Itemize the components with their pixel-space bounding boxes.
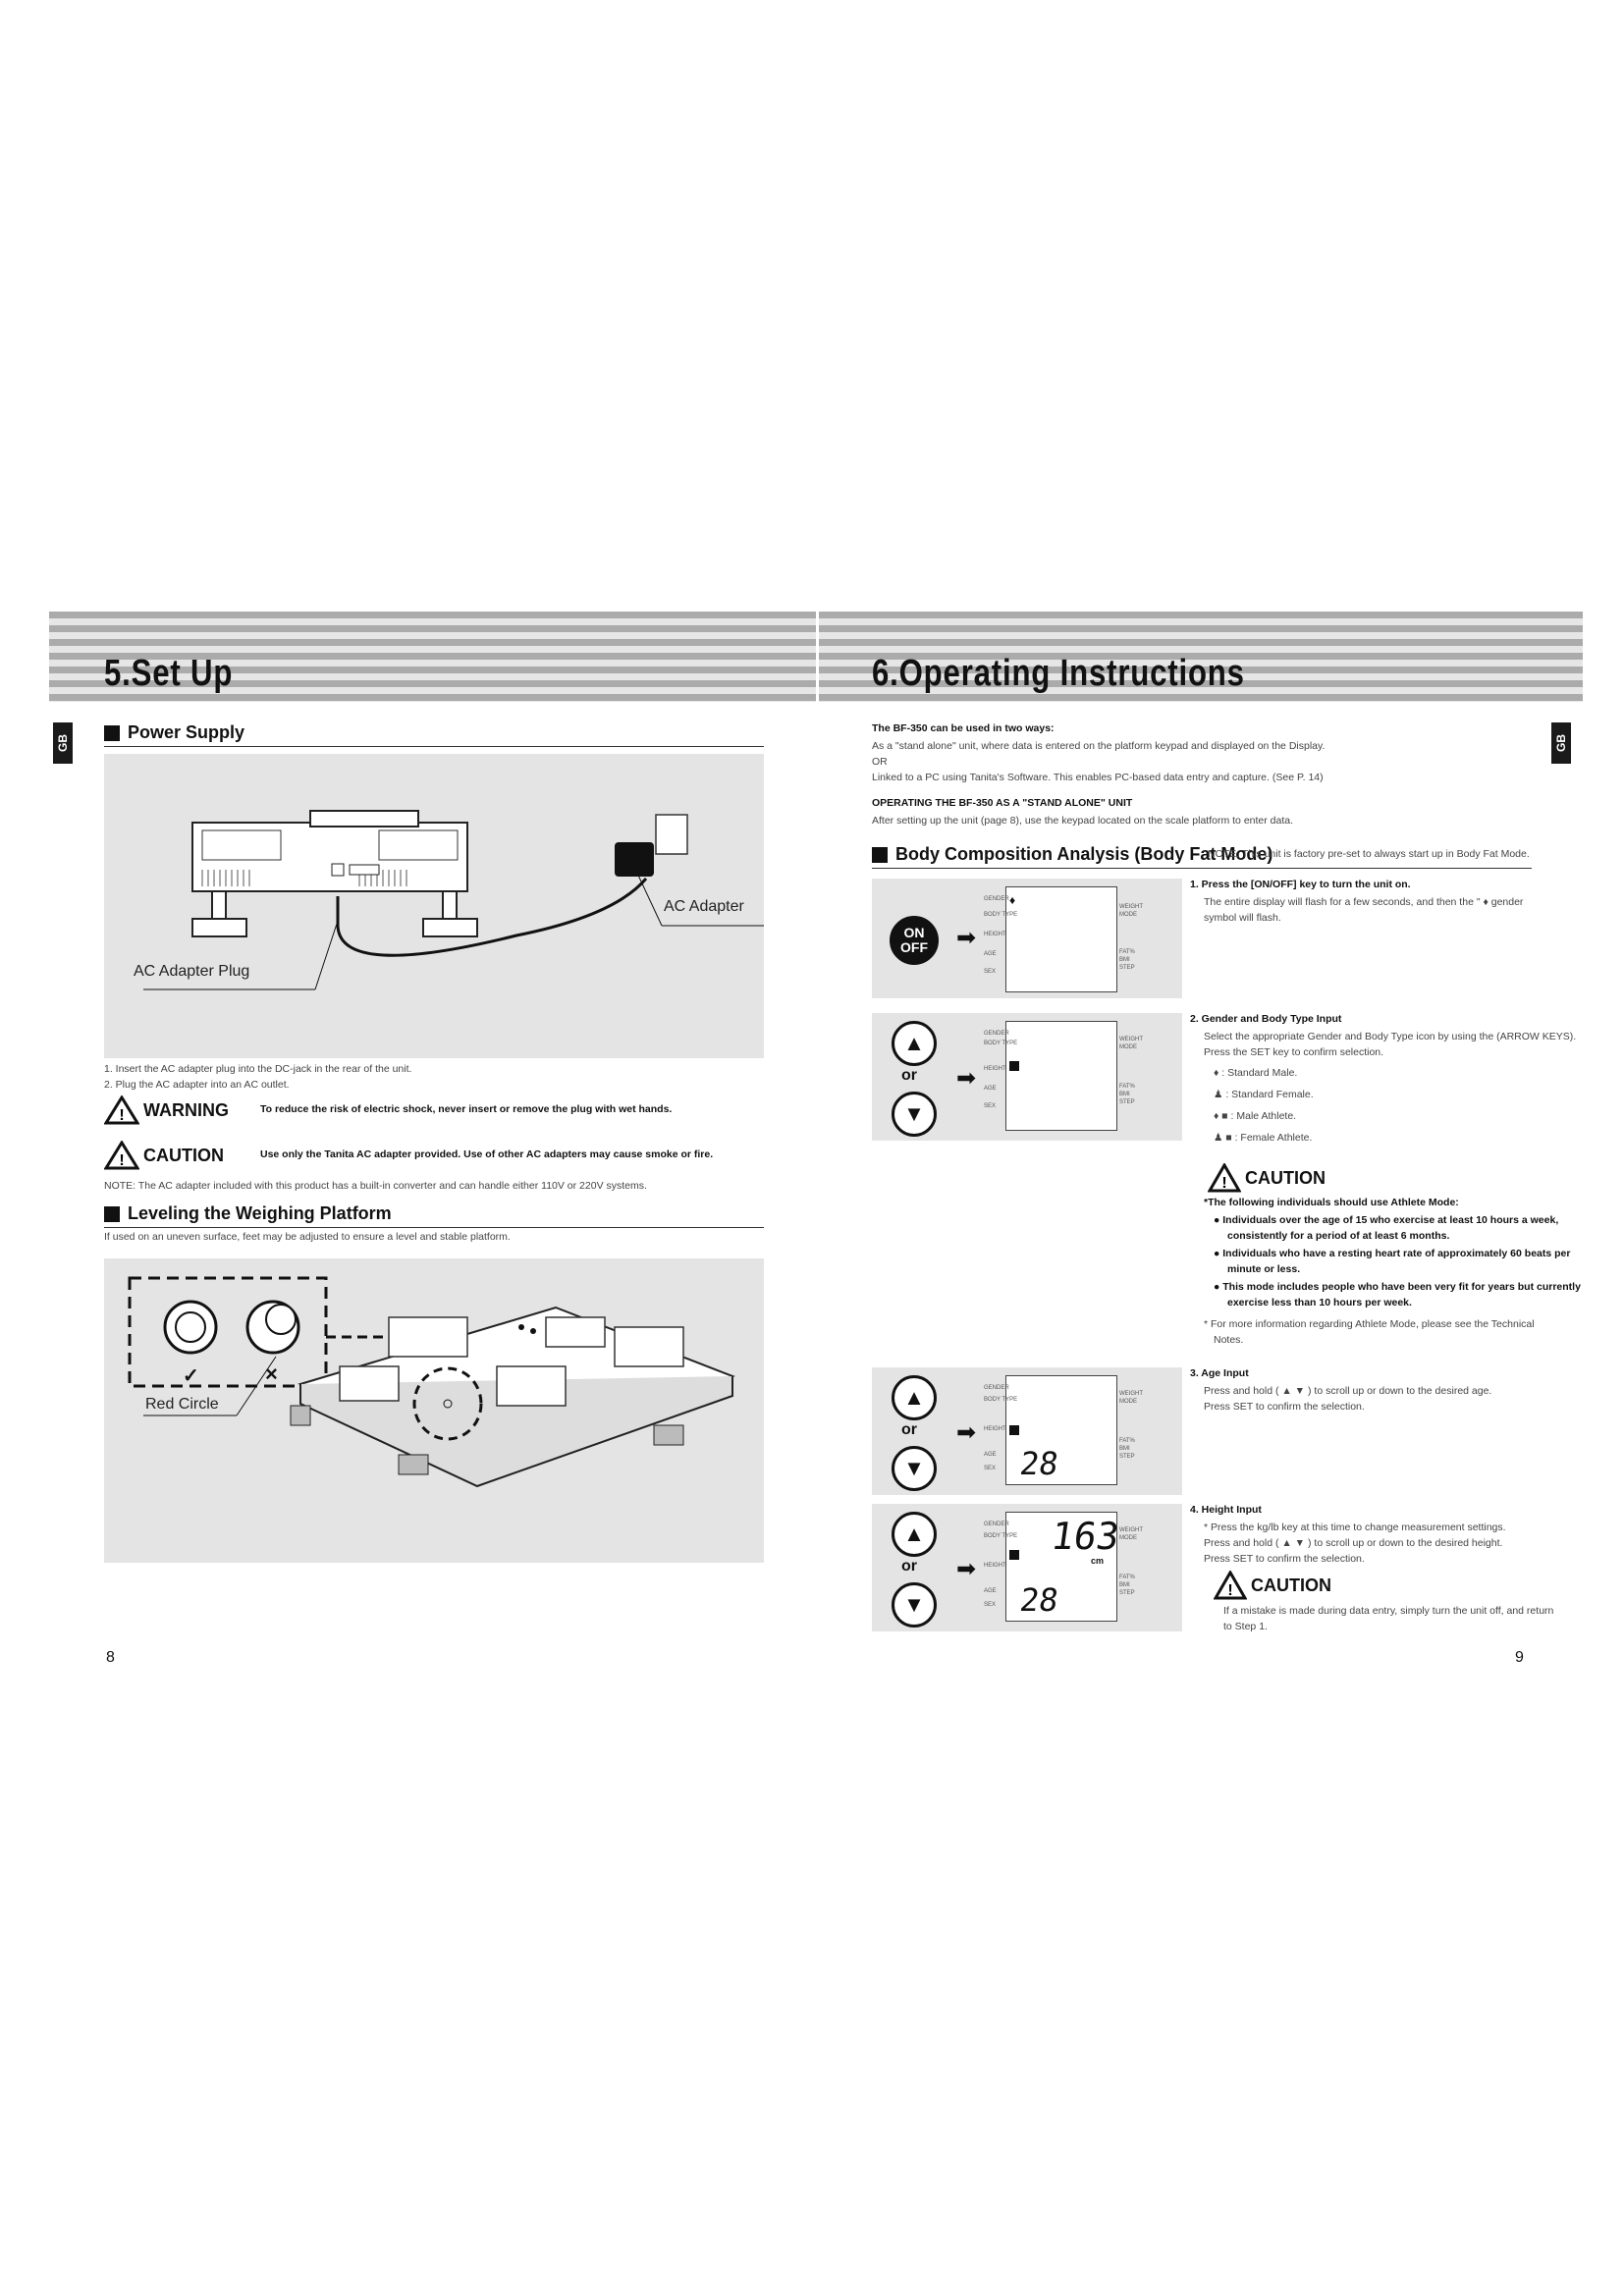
ac-adapter-note: NOTE: The AC adapter included with this product has a built-in converter and can handle either 110V or 220V systems.	[104, 1180, 647, 1192]
athlete-bullet-3a: ● This mode includes people who have been very fit for years but currently	[1214, 1281, 1581, 1293]
page-title-left: 5.Set Up	[104, 653, 234, 694]
caution-triangle-icon	[1214, 1571, 1247, 1600]
lcd-label: BODY TYPE	[984, 1533, 1018, 1539]
lcd-label: MODE	[1119, 1535, 1137, 1541]
lcd-label: FAT%	[1119, 949, 1135, 955]
athlete-bullet-2a: ● Individuals who have a resting heart rate of approximately 60 beats per	[1214, 1248, 1571, 1259]
lcd-label: AGE	[984, 951, 997, 957]
divider	[104, 746, 764, 747]
lcd-label: BODY TYPE	[984, 1041, 1018, 1046]
lcd-label: SEX	[984, 1602, 997, 1608]
intro-line-3: OR	[872, 756, 888, 768]
intro-line-6: After setting up the unit (page 8), use the keypad located on the scale platform to enter data.	[872, 815, 1294, 827]
lcd-label: WEIGHT	[1119, 1037, 1143, 1042]
step4-panel	[872, 1504, 1182, 1631]
lcd-display	[1005, 1021, 1117, 1131]
language-tab-left: GB	[53, 722, 73, 764]
ac-adapter-label: AC Adapter	[664, 898, 744, 915]
lcd-label: AGE	[984, 1086, 997, 1092]
lcd-label: HEIGHT	[984, 1066, 1006, 1072]
right-arrow-icon: ➡	[956, 1065, 977, 1092]
caution-triangle-icon	[1208, 1163, 1241, 1193]
power-supply-illustration	[104, 754, 764, 1058]
svg-text:!: !	[1221, 1175, 1227, 1192]
square-bullet-icon	[104, 725, 120, 741]
athlete-bullet-1b: consistently for a period of at least 6 months.	[1227, 1230, 1450, 1242]
on-off-button[interactable]: ON OFF	[890, 916, 939, 965]
lcd-label: FAT%	[1119, 1438, 1135, 1444]
caution-triangle-icon	[104, 1141, 139, 1170]
lcd-display	[1005, 1375, 1117, 1485]
step2-body-2: Press the SET key to confirm selection.	[1204, 1046, 1384, 1058]
step2-body-1: Select the appropriate Gender and Body Type icon by using the (ARROW KEYS).	[1204, 1031, 1577, 1042]
athlete-bullet-3b: exercise less than 10 hours per week.	[1227, 1297, 1412, 1308]
age-value: 28	[1017, 1581, 1061, 1619]
or-label: or	[901, 1067, 917, 1084]
lcd-label: WEIGHT	[1119, 904, 1143, 910]
lcd-label: HEIGHT	[984, 1426, 1006, 1432]
lcd-label: GENDER	[984, 896, 1009, 902]
lcd-label: HEIGHT	[984, 1563, 1006, 1569]
lcd-label: BMI	[1119, 1446, 1130, 1452]
athlete-bullet-1a: ● Individuals over the age of 15 who exercise at least 10 hours a week,	[1214, 1214, 1559, 1226]
step4-body-1: * Press the kg/lb key at this time to change measurement settings.	[1204, 1522, 1506, 1533]
athlete-caution-label: ! CAUTION	[1208, 1163, 1326, 1193]
ac-adapter-plug-label: AC Adapter Plug	[134, 963, 250, 980]
lcd-label: WEIGHT	[1119, 1527, 1143, 1533]
athlete-note-2: Notes.	[1214, 1334, 1244, 1346]
lcd-label: FAT%	[1119, 1084, 1135, 1090]
athlete-icon	[1009, 1425, 1019, 1435]
power-step-1: 1. Insert the AC adapter plug into the DC-jack in the rear of the unit.	[104, 1063, 412, 1075]
lcd-label: MODE	[1119, 1044, 1137, 1050]
athlete-caution-title: *The following individuals should use Athlete Mode:	[1204, 1197, 1459, 1208]
lcd-label: STEP	[1119, 1454, 1135, 1460]
lcd-label: STEP	[1119, 1590, 1135, 1596]
step3-panel	[872, 1367, 1182, 1495]
step3-body-1: Press and hold ( ▲ ▼ ) to scroll up or down to the desired age.	[1204, 1385, 1492, 1397]
bca-note: NOTE: This unit is factory pre-set to always start up in Body Fat Mode.	[1208, 848, 1530, 860]
svg-text:!: !	[1227, 1582, 1233, 1599]
header-stripes	[49, 612, 1583, 702]
warning-text: To reduce the risk of electric shock, never insert or remove the plug with wet hands.	[260, 1103, 673, 1115]
square-bullet-icon	[872, 847, 888, 863]
check-mark: ✓	[183, 1365, 199, 1387]
height-unit: cm	[1091, 1556, 1105, 1566]
step4-title: 4. Height Input	[1190, 1504, 1262, 1516]
lcd-label: BMI	[1119, 1092, 1130, 1097]
lcd-label: SEX	[984, 1103, 997, 1109]
right-arrow-icon: ➡	[956, 925, 977, 951]
age-value: 28	[1017, 1445, 1061, 1482]
lcd-label: WEIGHT	[1119, 1391, 1143, 1397]
step3-title: 3. Age Input	[1190, 1367, 1249, 1379]
height-caution-text-1: If a mistake is made during data entry, simply turn the unit off, and return	[1223, 1605, 1554, 1617]
down-arrow-button[interactable]: ▼	[892, 1092, 937, 1137]
up-arrow-button[interactable]: ▲	[892, 1512, 937, 1557]
step1-title: 1. Press the [ON/OFF] key to turn the unit on.	[1190, 879, 1411, 890]
step4-body-3: Press SET to confirm the selection.	[1204, 1553, 1365, 1565]
power-step-2: 2. Plug the AC adapter into an AC outlet.	[104, 1079, 290, 1091]
red-circle-label: Red Circle	[145, 1396, 219, 1413]
leveling-heading: Leveling the Weighing Platform	[104, 1203, 392, 1224]
leveling-text: If used on an uneven surface, feet may be adjusted to ensure a level and stable platform.	[104, 1231, 511, 1243]
lcd-label: GENDER	[984, 1522, 1009, 1527]
bca-heading: Body Composition Analysis (Body Fat Mode)	[872, 844, 1272, 865]
divider	[872, 868, 1532, 869]
male-icon: ♦	[1009, 893, 1016, 907]
athlete-icon	[1009, 1550, 1019, 1560]
warning-triangle-icon	[104, 1095, 139, 1125]
lcd-label: SEX	[984, 1466, 997, 1471]
height-value: 163	[1048, 1515, 1122, 1558]
lcd-label: AGE	[984, 1588, 997, 1594]
lcd-label: FAT%	[1119, 1575, 1135, 1580]
up-arrow-button[interactable]: ▲	[892, 1021, 937, 1066]
warning-label: ! WARNING	[104, 1095, 229, 1125]
step3-body-2: Press SET to confirm the selection.	[1204, 1401, 1365, 1413]
power-supply-heading: Power Supply	[104, 722, 244, 743]
page-number-left: 8	[106, 1649, 115, 1666]
down-arrow-button[interactable]: ▼	[892, 1446, 937, 1491]
or-label: or	[901, 1421, 917, 1438]
intro-line-4: Linked to a PC using Tanita's Software. This enables PC-based data entry and capture. (See P. 14)	[872, 772, 1324, 783]
lcd-label: STEP	[1119, 1099, 1135, 1105]
lcd-label: BMI	[1119, 957, 1130, 963]
leveling-illustration	[104, 1258, 764, 1563]
lcd-label: STEP	[1119, 965, 1135, 971]
svg-text:!: !	[119, 1107, 125, 1124]
caution-label: ! CAUTION	[104, 1141, 224, 1170]
step2-title: 2. Gender and Body Type Input	[1190, 1013, 1342, 1025]
gender-option-1: ♦ : Standard Male.	[1214, 1067, 1298, 1079]
athlete-icon	[1009, 1061, 1019, 1071]
x-mark: ×	[265, 1362, 278, 1386]
lcd-label: SEX	[984, 969, 997, 975]
lcd-label: MODE	[1119, 1399, 1137, 1405]
lcd-label: BMI	[1119, 1582, 1130, 1588]
lcd-label: HEIGHT	[984, 932, 1006, 937]
caution-text: Use only the Tanita AC adapter provided. Use of other AC adapters may cause smoke or fire.	[260, 1148, 714, 1160]
lcd-label: MODE	[1119, 912, 1137, 918]
up-arrow-button[interactable]: ▲	[892, 1375, 937, 1420]
gender-option-4: ♟ ■ : Female Athlete.	[1214, 1132, 1313, 1144]
gender-option-2: ♟ : Standard Female.	[1214, 1089, 1314, 1100]
lcd-display	[1005, 886, 1117, 992]
height-caution-text-2: to Step 1.	[1223, 1621, 1268, 1632]
lcd-label: GENDER	[984, 1385, 1009, 1391]
step1-panel	[872, 879, 1182, 998]
language-tab-right: GB	[1551, 722, 1571, 764]
intro-line-5: OPERATING THE BF-350 AS A "STAND ALONE" UNIT	[872, 797, 1133, 809]
intro-line-2: As a "stand alone" unit, where data is entered on the platform keypad and displayed on the Display.	[872, 740, 1326, 752]
svg-text:!: !	[119, 1152, 125, 1169]
gender-option-3: ♦ ■ : Male Athlete.	[1214, 1110, 1297, 1122]
step1-body-2: symbol will flash.	[1204, 912, 1281, 924]
lcd-label: BODY TYPE	[984, 1397, 1018, 1403]
lcd-label: BODY TYPE	[984, 912, 1018, 918]
athlete-note-1: * For more information regarding Athlete Mode, please see the Technical	[1204, 1318, 1535, 1330]
square-bullet-icon	[104, 1206, 120, 1222]
lcd-label: AGE	[984, 1452, 997, 1458]
right-arrow-icon: ➡	[956, 1556, 977, 1582]
or-label: or	[901, 1558, 917, 1575]
lcd-display	[1005, 1512, 1122, 1622]
page-title-right: 6.Operating Instructions	[872, 653, 1245, 694]
height-caution-label: ! CAUTION	[1214, 1571, 1331, 1600]
step2-panel	[872, 1013, 1182, 1141]
right-arrow-icon: ➡	[956, 1419, 977, 1446]
step1-body-1: The entire display will flash for a few seconds, and then the " ♦ gender	[1204, 896, 1524, 908]
lcd-label: GENDER	[984, 1031, 1009, 1037]
down-arrow-button[interactable]: ▼	[892, 1582, 937, 1628]
page-number-right: 9	[1515, 1649, 1524, 1666]
step4-body-2: Press and hold ( ▲ ▼ ) to scroll up or down to the desired height.	[1204, 1537, 1503, 1549]
intro-line-1: The BF-350 can be used in two ways:	[872, 722, 1055, 734]
athlete-bullet-2b: minute or less.	[1227, 1263, 1301, 1275]
divider	[104, 1227, 764, 1228]
